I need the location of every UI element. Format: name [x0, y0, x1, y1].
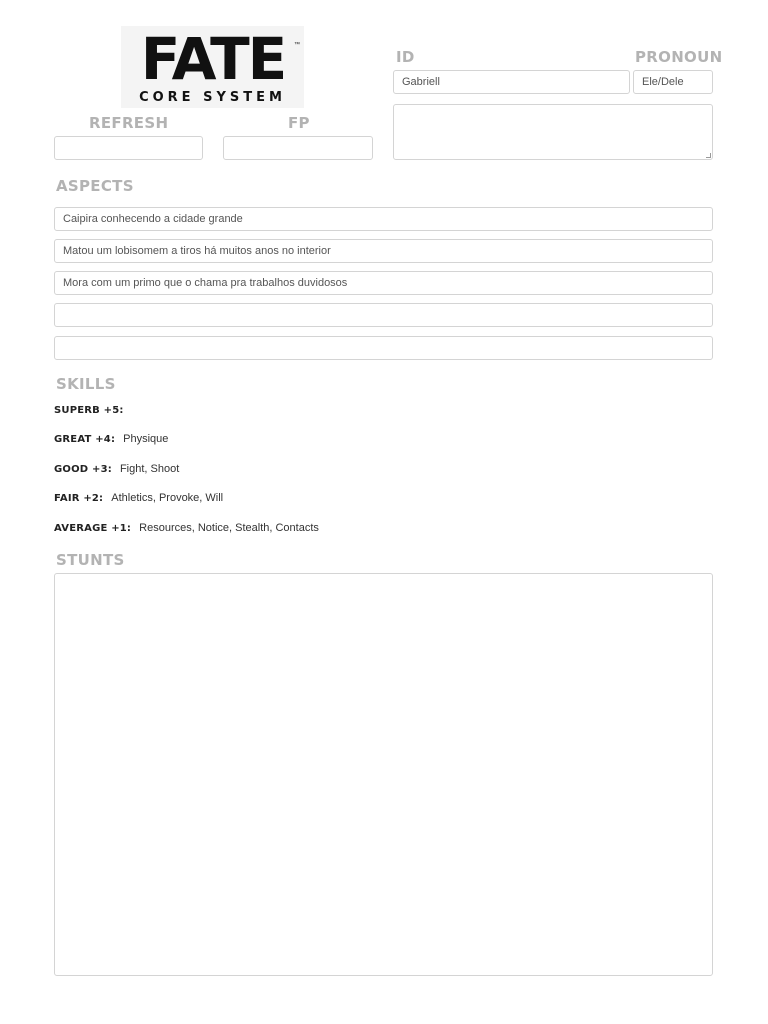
skill-label: AVERAGE +1: — [54, 522, 132, 534]
aspects-heading: ASPECTS — [56, 177, 134, 195]
skill-row-superb — [54, 402, 132, 418]
resize-grip-icon[interactable] — [706, 153, 711, 158]
skill-value[interactable]: Physique — [123, 433, 169, 445]
description-wrapper — [393, 104, 713, 160]
aspect-input-3[interactable] — [54, 271, 713, 295]
pronoun-label: PRONOUN — [635, 48, 723, 66]
aspect-input-1[interactable] — [54, 207, 713, 231]
skill-label: GREAT +4: — [54, 433, 116, 445]
skill-label: SUPERB +5: — [54, 404, 124, 416]
pronoun-input[interactable] — [633, 70, 713, 94]
refresh-input[interactable] — [54, 136, 203, 160]
logo-title: FATE — [140, 25, 286, 93]
name-input[interactable] — [393, 70, 630, 94]
skill-label: FAIR +2: — [54, 492, 104, 504]
stunts-heading: STUNTS — [56, 551, 125, 569]
skill-row-great — [54, 431, 168, 447]
skill-value[interactable]: Athletics, Provoke, Will — [111, 492, 224, 504]
aspect-input-2[interactable] — [54, 239, 713, 263]
description-textarea[interactable] — [393, 104, 713, 160]
skills-heading: SKILLS — [56, 375, 116, 393]
aspect-input-5[interactable] — [54, 336, 713, 360]
aspect-input-4[interactable] — [54, 303, 713, 327]
skill-value[interactable]: Resources, Notice, Stealth, Contacts — [139, 522, 319, 534]
skill-row-good — [54, 461, 179, 477]
fp-label: FP — [288, 114, 310, 132]
fate-core-logo — [121, 26, 304, 108]
id-label: ID — [396, 48, 415, 66]
fp-input[interactable] — [223, 136, 373, 160]
refresh-label: REFRESH — [89, 114, 169, 132]
logo-trademark: ™ — [294, 42, 300, 48]
logo-subtitle: CORE SYSTEM — [139, 90, 286, 105]
skill-value[interactable]: Fight, Shoot — [119, 463, 180, 475]
stunts-textarea[interactable] — [54, 573, 713, 976]
skill-label: GOOD +3: — [54, 463, 112, 475]
skill-row-fair — [54, 490, 223, 506]
skill-row-average — [54, 520, 319, 536]
